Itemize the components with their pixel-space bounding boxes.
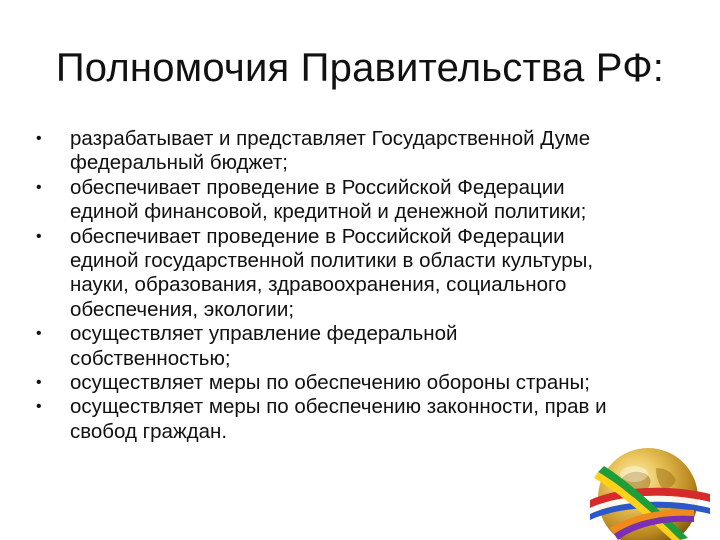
globe-highlight <box>620 466 648 482</box>
bullet-line: обеспечения, экологии; <box>70 297 295 321</box>
bullet-marker: • <box>36 398 42 416</box>
golden-globe-with-flags-icon <box>570 430 720 540</box>
slide-title: Полномочия Правительства РФ: <box>55 46 665 90</box>
bullet-line: единой государственной политики в области культуры, <box>70 249 594 273</box>
bullet-marker: • <box>36 227 42 245</box>
bullet-line: осуществляет меры по обеспечению обороны страны; <box>70 371 590 395</box>
bullet-line: собственностью; <box>70 346 231 370</box>
bullet-line: свобод граждан. <box>70 419 228 443</box>
bullet-line: осуществляет управление федеральной <box>70 322 458 346</box>
bullet-item <box>36 371 686 395</box>
bullet-line: науки, образования, здравоохранения, социального <box>70 273 567 297</box>
bullet-marker: • <box>36 325 42 343</box>
globe-graphic <box>570 430 720 540</box>
bullet-item <box>36 225 686 323</box>
bullet-item <box>36 127 686 176</box>
bullet-line: единой финансовой, кредитной и денежной политики; <box>70 200 587 224</box>
bullet-item <box>36 322 686 371</box>
bullet-marker: • <box>36 178 42 196</box>
bullet-line: федеральный бюджет; <box>70 151 288 175</box>
bullet-line: разрабатывает и представляет Государственной Думе <box>70 127 591 150</box>
bullet-list <box>36 127 686 444</box>
bullet-line: обеспечивает проведение в Российской Федерации <box>70 224 565 248</box>
bullet-line: осуществляет меры по обеспечению законности, прав и <box>70 395 607 419</box>
bullet-line: обеспечивает проведение в Российской Федерации <box>70 175 565 199</box>
bullet-marker: • <box>36 130 42 147</box>
bullet-item <box>36 176 686 225</box>
bullet-marker: • <box>36 374 42 392</box>
